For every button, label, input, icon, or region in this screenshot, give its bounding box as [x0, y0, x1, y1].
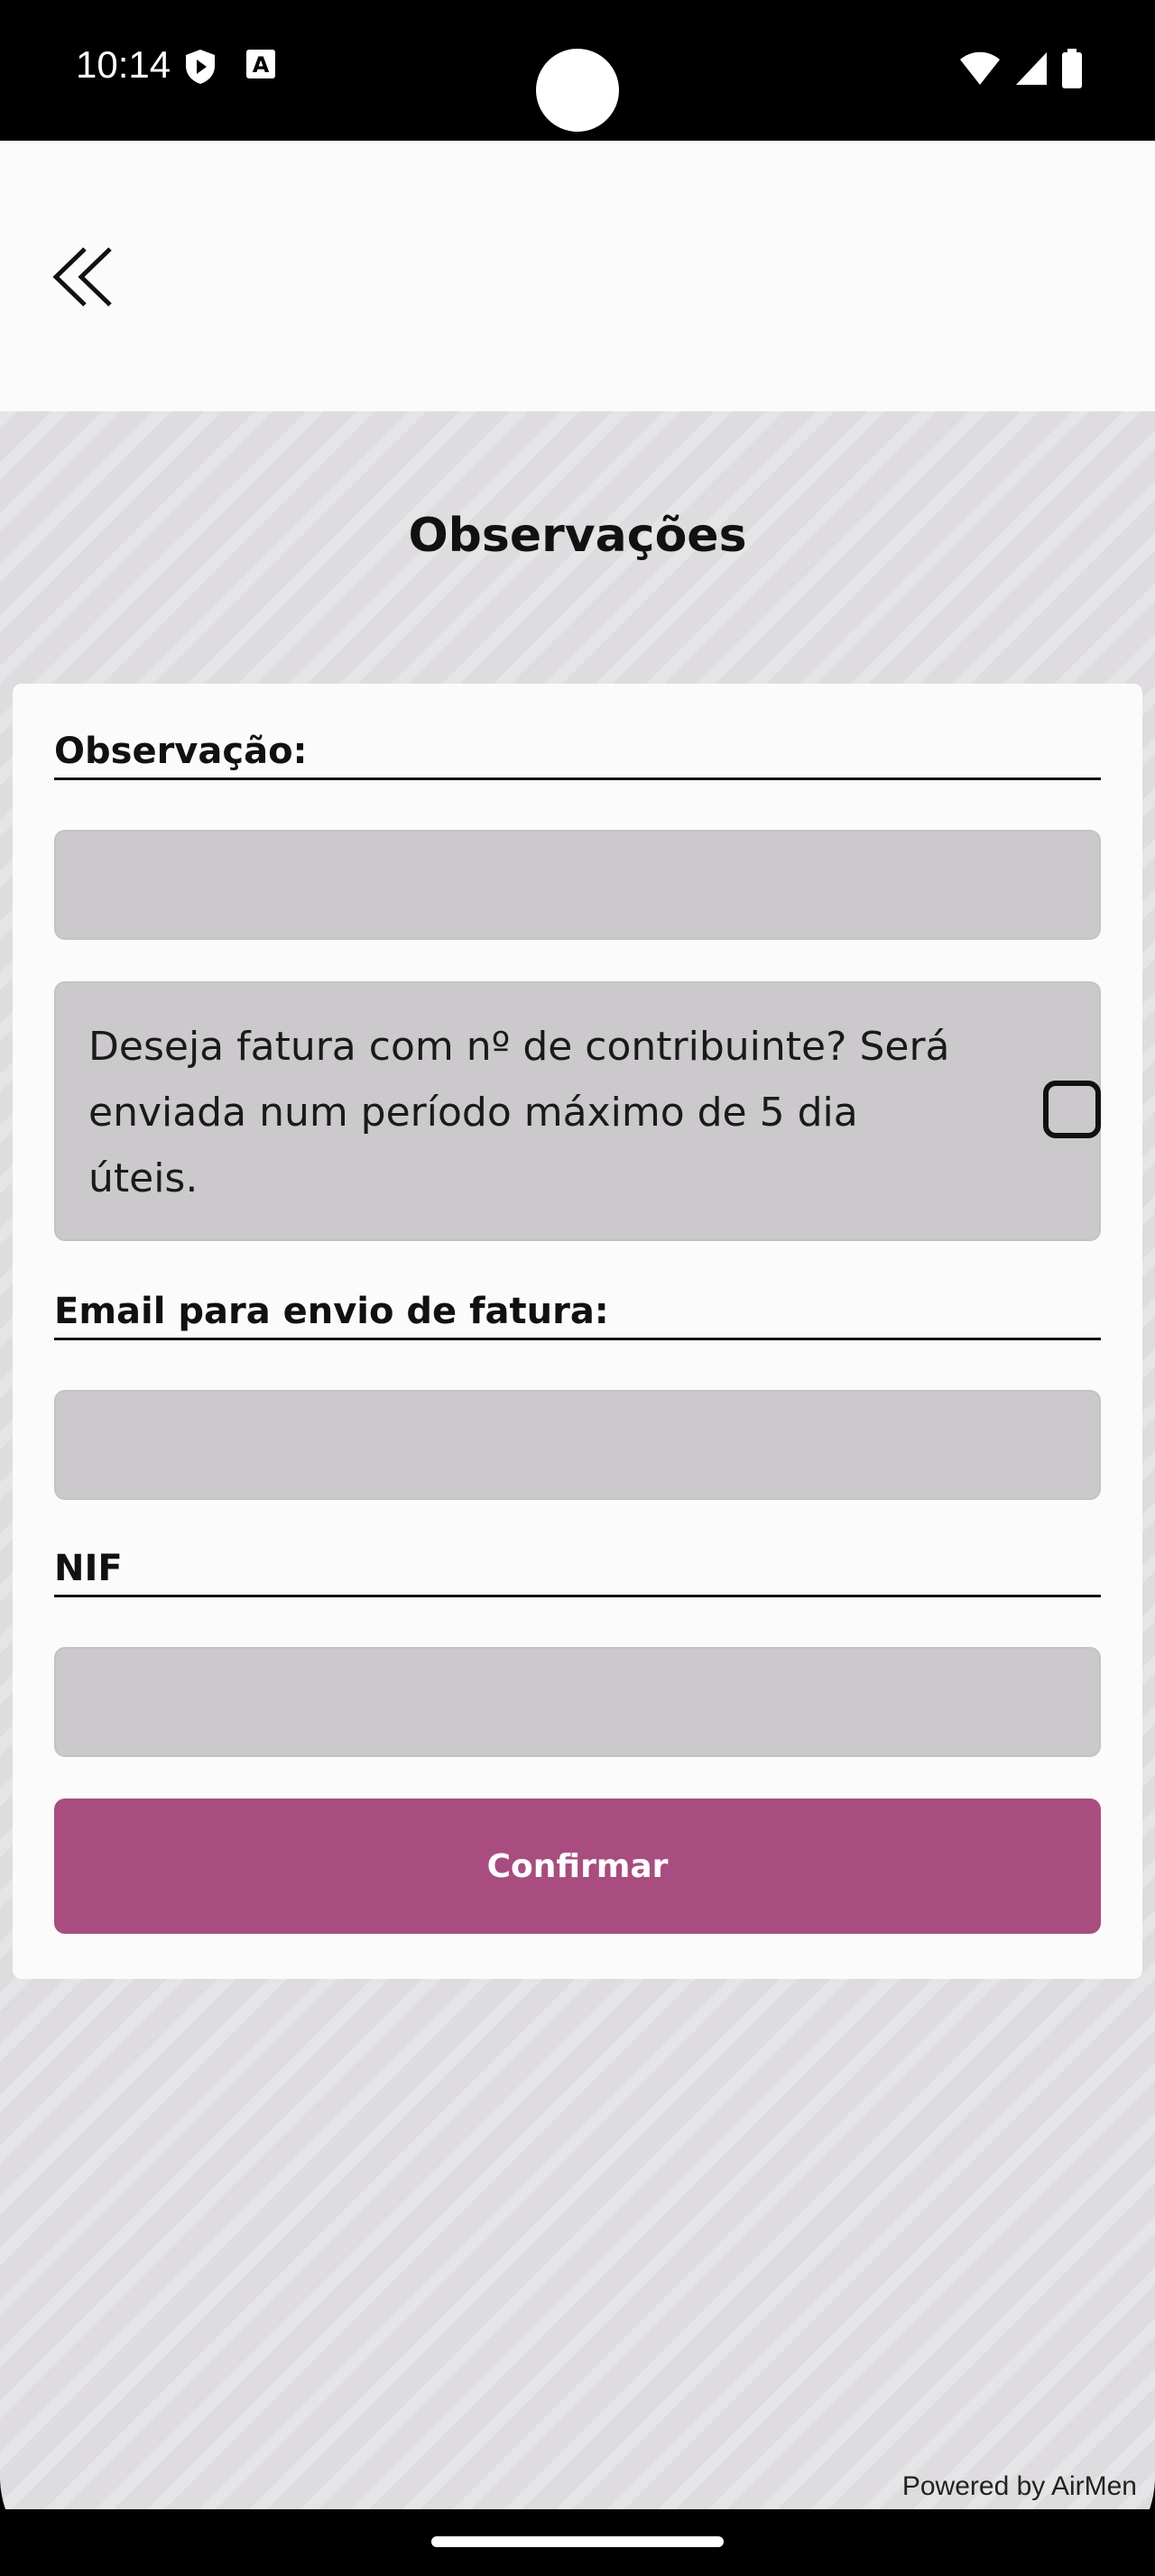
form-card — [13, 684, 1142, 1979]
invoice-checkbox[interactable] — [1043, 1081, 1101, 1138]
status-icons — [958, 49, 1083, 93]
observation-input[interactable] — [54, 830, 1101, 940]
wifi-icon — [958, 51, 1002, 91]
shield-play-icon — [184, 49, 217, 89]
page-title: Observações — [408, 509, 747, 563]
double-chevron-left-icon — [51, 236, 123, 317]
status-bar — [0, 0, 1155, 141]
content-area — [0, 411, 1155, 2509]
observation-label: Observação: — [54, 731, 1101, 780]
nif-label: NIF — [54, 1548, 1101, 1597]
navigation-bar — [0, 2509, 1155, 2576]
invoice-option-box — [54, 981, 1101, 1241]
battery-icon — [1061, 49, 1083, 93]
font-a-icon — [245, 49, 276, 84]
svg-text:A: A — [252, 52, 270, 78]
nif-input[interactable] — [54, 1647, 1101, 1757]
status-time: 10:14 — [76, 43, 171, 86]
home-indicator[interactable] — [431, 2536, 724, 2547]
cellular-signal-icon — [1014, 51, 1049, 91]
camera-cutout — [536, 49, 619, 132]
confirm-button[interactable]: Confirmar — [54, 1799, 1101, 1934]
back-button[interactable] — [51, 236, 123, 317]
email-input[interactable] — [54, 1390, 1101, 1500]
invoice-question: Deseja fatura com nº de contribuinte? Será enviada num período máximo de 5 dia úteis. — [88, 1024, 950, 1201]
email-label: Email para envio de fatura: — [54, 1291, 1101, 1340]
powered-by-text: Powered by AirMen — [901, 2471, 1137, 2501]
app-bar — [0, 141, 1155, 411]
